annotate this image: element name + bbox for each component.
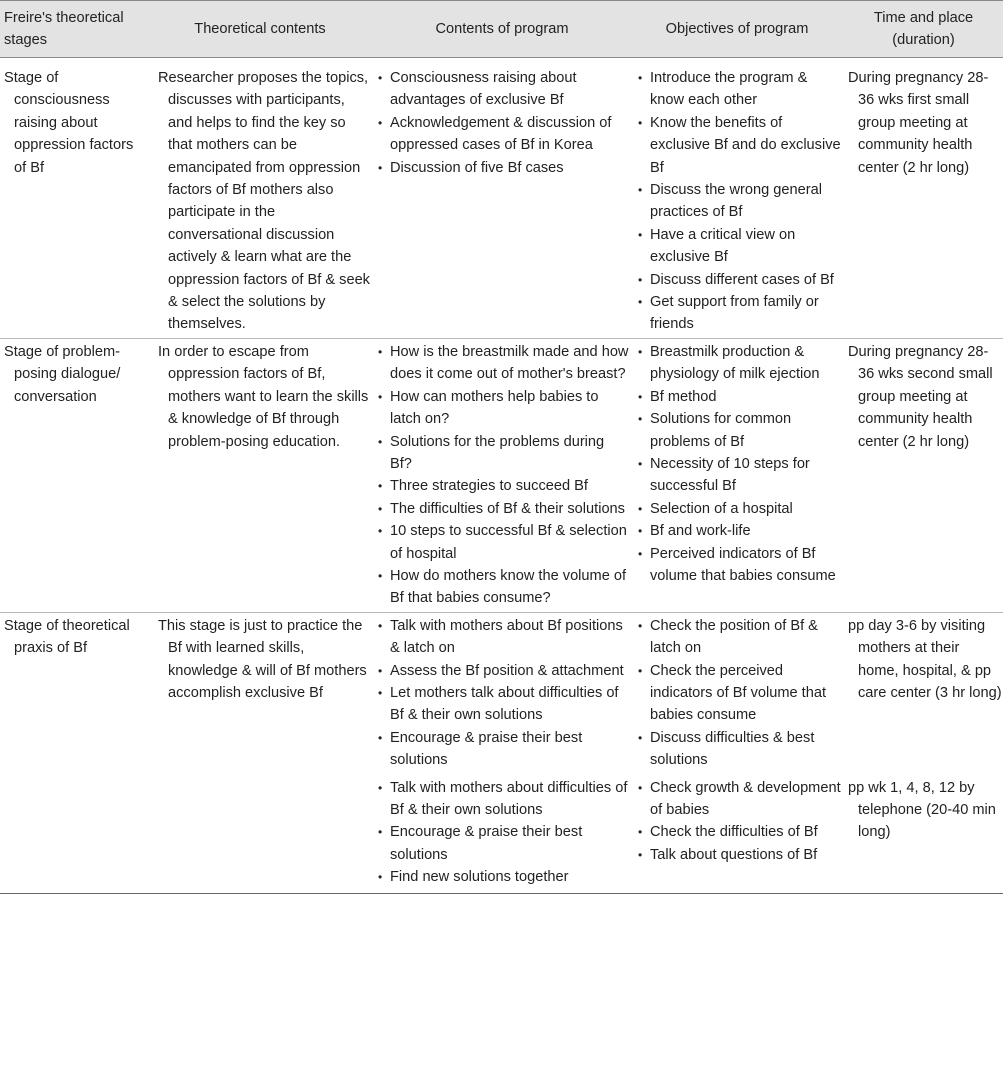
list-item: • Acknowledgement & discussion of oppressed cases of Bf in Korea	[376, 112, 630, 157]
list-item: • Discuss the wrong general practices of Bf	[636, 179, 844, 224]
stage-cell: Stage of problem-posing dialogue/ conversation	[0, 338, 146, 612]
list-item: • Find new solutions together	[376, 866, 630, 888]
program-cell	[374, 774, 630, 894]
list-item: • Selection of a hospital	[636, 498, 844, 520]
header-theoretical-contents: Theoretical contents	[146, 1, 374, 58]
list-item: • Bf method	[636, 386, 844, 408]
table-row	[0, 58, 1003, 339]
list-item: • Let mothers talk about difficulties of Bf & their own solutions	[376, 682, 630, 727]
list-item: • Talk about questions of Bf	[636, 844, 844, 866]
list-item: • Have a critical view on exclusive Bf	[636, 224, 844, 269]
list-item: • Encourage & praise their best solutions	[376, 821, 630, 866]
list-item: • Bf and work-life	[636, 520, 844, 542]
list-item: • Discuss difficulties & best solutions	[636, 727, 844, 772]
list-item: • Get support from family or friends	[636, 291, 844, 336]
header-time-place: Time and place (duration)	[844, 1, 1003, 58]
theory-cell: Researcher proposes the topics, discusses with participants, and helps to find the key so that mothers can be emancipated from oppression factors of Bf mothers also participate in the conversational discussion actively & learn what are the oppression factors of Bf & seek & select the solutions by themselves.	[146, 58, 374, 339]
list-item: • Check the position of Bf & latch on	[636, 615, 844, 660]
stage-cell: Stage of theoretical praxis of Bf	[0, 612, 146, 893]
list-item: • Check the difficulties of Bf	[636, 821, 844, 843]
header-stages: Freire's theoretical stages	[0, 1, 146, 58]
time-cell: During pregnancy 28-36 wks first small group meeting at community health center (2 hr long)	[844, 58, 1003, 339]
time-cell: During pregnancy 28-36 wks second small group meeting at community health center (2 hr long)	[844, 338, 1003, 612]
table-header-row	[0, 1, 1003, 58]
objectives-cell	[630, 612, 844, 773]
list-item: • Talk with mothers about Bf positions & latch on	[376, 615, 630, 660]
objectives-cell	[630, 338, 844, 612]
objectives-cell	[630, 774, 844, 894]
list-item: • Solutions for common problems of Bf	[636, 408, 844, 453]
list-item: • Discuss different cases of Bf	[636, 269, 844, 291]
theory-cell: In order to escape from oppression factors of Bf, mothers want to learn the skills & knowledge of Bf through problem-posing education.	[146, 338, 374, 612]
program-cell	[374, 612, 630, 773]
program-cell	[374, 338, 630, 612]
list-item: • Perceived indicators of Bf volume that babies consume	[636, 543, 844, 588]
list-item: • Breastmilk production & physiology of milk ejection	[636, 341, 844, 386]
list-item: • Talk with mothers about difficulties of Bf & their own solutions	[376, 777, 630, 822]
theory-cell: This stage is just to practice the Bf with learned skills, knowledge & will of Bf mothers accomplish exclusive Bf	[146, 612, 374, 893]
list-item: • Check growth & development of babies	[636, 777, 844, 822]
table-row	[0, 612, 1003, 773]
list-item: • Know the benefits of exclusive Bf and do exclusive Bf	[636, 112, 844, 179]
table-row	[0, 338, 1003, 612]
stage-cell: Stage of consciousness raising about oppression factors of Bf	[0, 58, 146, 339]
list-item: • Solutions for the problems during Bf?	[376, 431, 630, 476]
time-cell: pp day 3-6 by visiting mothers at their home, hospital, & pp care center (3 hr long)	[848, 617, 1002, 701]
list-item: • Three strategies to succeed Bf	[376, 475, 630, 497]
list-item: • How do mothers know the volume of Bf that babies consume?	[376, 565, 630, 610]
list-item: • Consciousness raising about advantages of exclusive Bf	[376, 67, 630, 112]
list-item: • How is the breastmilk made and how does it come out of mother's breast?	[376, 341, 630, 386]
list-item: • Discussion of five Bf cases	[376, 157, 630, 179]
list-item: • Encourage & praise their best solutions	[376, 727, 630, 772]
time-cell: pp wk 1, 4, 8, 12 by telephone (20-40 min long)	[844, 774, 1003, 894]
list-item: • Check the perceived indicators of Bf volume that babies consume	[636, 660, 844, 727]
list-item: • Necessity of 10 steps for successful Bf	[636, 453, 844, 498]
list-item: • 10 steps to successful Bf & selection of hospital	[376, 520, 630, 565]
header-objectives: Objectives of program	[630, 1, 844, 58]
list-item: • How can mothers help babies to latch on?	[376, 386, 630, 431]
objectives-cell	[630, 58, 844, 339]
program-cell	[374, 58, 630, 339]
list-item: • The difficulties of Bf & their solutions	[376, 498, 630, 520]
header-program-contents: Contents of program	[374, 1, 630, 58]
list-item: • Assess the Bf position & attachment	[376, 660, 630, 682]
list-item: • Introduce the program & know each other	[636, 67, 844, 112]
